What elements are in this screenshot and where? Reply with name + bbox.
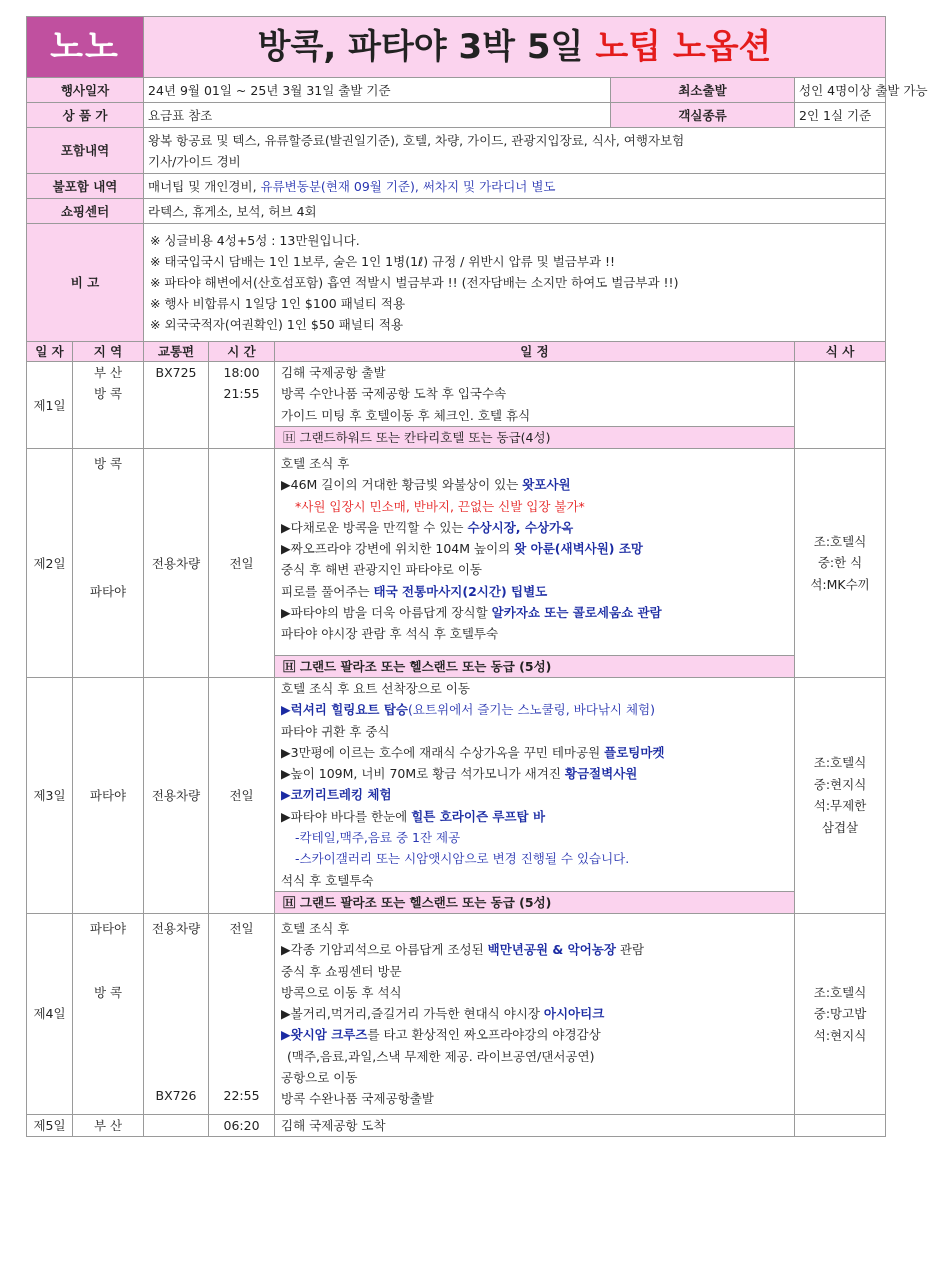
col-time: 시 간	[209, 342, 275, 362]
meal-text: 중:현지식	[813, 776, 867, 792]
note-line: ※ 외국국적자(여권확인) 1인 $50 패널티 적용	[150, 317, 404, 332]
brand-logo: 노노	[27, 17, 144, 78]
day1-meal	[795, 362, 886, 449]
excluded-text: 매너팁 및 개인경비,	[148, 178, 261, 194]
day2-region-box	[73, 449, 143, 675]
line-highlight: 백만년공원 & 악어농장	[487, 942, 616, 958]
included-line: 왕복 항공료 및 텍스, 유류할증료(발권일기준), 호텔, 차량, 가이드, 관광지입장료, 식사, 여행자보험	[148, 132, 685, 148]
excluded-row	[27, 174, 886, 199]
schedule-line	[281, 538, 788, 559]
line-highlight: 왓 아룬(새벽사원) 조망	[514, 541, 644, 557]
line-text: ▶짜오프라야 강변에 위치한 104M 높이의	[281, 541, 515, 557]
day4-meal	[795, 913, 886, 1114]
schedule-line: 방콕 수안나품 국제공항 도착 후 입국수속	[281, 386, 507, 402]
day3-schedule	[275, 678, 795, 892]
day1-region	[73, 362, 144, 449]
schedule-line	[281, 763, 788, 784]
schedule-line: 호텔 조식 후	[281, 920, 350, 936]
period-row	[27, 78, 886, 103]
time-text: 18:00	[223, 365, 260, 380]
line-highlight: ▶왓시암 크루즈	[281, 1027, 368, 1043]
note-line: ※ 행사 비합류시 1일당 1인 $100 패널티 적용	[150, 296, 406, 311]
notes-value	[144, 224, 886, 342]
col-day: 일 자	[27, 342, 73, 362]
day3-meal	[795, 678, 886, 914]
notes-row	[27, 224, 886, 342]
line-text: ▶높이 109M, 너비 70M로 황금 석가모니가 새겨진	[281, 766, 565, 782]
schedule-line	[281, 742, 788, 763]
line-highlight: 알카자쇼 또는 콜로세움쇼 관람	[491, 605, 662, 621]
time-text: 전일	[229, 920, 254, 936]
line-text: ▶다채로운 방콕을 만끽할 수 있는	[281, 519, 468, 535]
shopping-value: 라텍스, 휴게소, 보석, 허브 4회	[144, 199, 886, 224]
day1-schedule	[275, 362, 795, 427]
meal-text: 삼겹살	[821, 819, 859, 835]
schedule-line: 공항으로 이동	[281, 1070, 358, 1086]
day1-row	[27, 362, 886, 427]
line-text: ▶파타야의 밤을 더욱 아름답게 장식할	[281, 605, 492, 621]
line-text: ▶46M 길이의 거대한 황금빛 와불상이 있는	[281, 477, 523, 493]
price-row	[27, 103, 886, 128]
region-text: 방 콕	[93, 386, 123, 401]
room-value: 2인 1실 기준	[795, 103, 886, 128]
itinerary-sheet	[26, 16, 928, 1137]
day3-transport: 전용차량	[144, 678, 209, 914]
day5-meal	[795, 1114, 886, 1136]
schedule-line: 김해 국제공항 출발	[281, 365, 386, 380]
day3-region: 파타야	[73, 678, 144, 914]
day4-row	[27, 913, 886, 1114]
schedule-line: 중식 후 해변 관광지인 파타야로 이동	[281, 562, 483, 578]
schedule-line: 파타야 귀환 후 중식	[281, 723, 390, 739]
time-text: 21:55	[223, 386, 260, 401]
line-highlight: 힐튼 호라이즌 루프탑 바	[411, 808, 546, 824]
day5-schedule: 김해 국제공항 도착	[275, 1114, 795, 1136]
meal-text: 조:호텔식	[813, 755, 867, 771]
day2-hotel: 🄷 그랜드 팔라조 또는 헬스랜드 또는 동급 (5성)	[275, 656, 795, 678]
day2-transport: 전용차량	[144, 449, 209, 678]
note-line: ※ 태국입국시 담배는 1인 1보루, 술은 1인 1병(1ℓ) 규정 / 위반시 압류 및 벌금부과 !!	[150, 254, 616, 269]
line-highlight: 수상시장, 수상가옥	[467, 519, 574, 535]
min-departure-label: 최소출발	[611, 78, 795, 103]
day3-hotel: 🄷 그랜드 팔라조 또는 헬스랜드 또는 동급 (5성)	[275, 891, 795, 913]
schedule-line	[281, 581, 788, 602]
day4-region	[73, 913, 144, 1114]
meal-text: 중:한 식	[817, 555, 863, 571]
schedule-line	[281, 939, 788, 960]
day1-transport: BX725	[144, 362, 209, 449]
schedule-warning: *사원 입장시 민소매, 반바지, 끈없는 신발 입장 불가*	[295, 498, 585, 514]
schedule-line	[281, 1024, 788, 1045]
min-departure-value	[795, 78, 928, 103]
day4-schedule	[275, 913, 795, 1114]
day3-label: 제3일	[27, 678, 73, 914]
note-line: ※ 싱글비용 4성+5성 : 13만원입니다.	[150, 233, 360, 248]
day2-label: 제2일	[27, 449, 73, 678]
region-text: 부 산	[93, 365, 123, 380]
shopping-row	[27, 199, 886, 224]
price-label: 상 품 가	[27, 103, 144, 128]
day2-schedule	[275, 449, 795, 656]
line-text: ▶3만평에 이르는 호수에 재래식 수상가옥을 꾸민 테마공원	[281, 744, 605, 760]
region-text: 방 콕	[93, 456, 123, 471]
col-transport: 교통편	[144, 342, 209, 362]
schedule-line: 방콕으로 이동 후 석식	[281, 984, 402, 1000]
schedule-line: 석식 후 호텔투숙	[281, 872, 374, 888]
line-highlight: 황금절벽사원	[564, 766, 638, 782]
title-row	[27, 17, 886, 78]
schedule-line	[281, 806, 788, 827]
schedule-subline: (맥주,음료,과일,스낵 무제한 제공. 라이브공연/댄서공연)	[287, 1048, 595, 1064]
meal-text: 중:망고밥	[813, 1006, 867, 1022]
excluded-value	[144, 174, 886, 199]
schedule-line	[281, 474, 788, 495]
day1-label: 제1일	[27, 362, 73, 449]
transport-text: 전용차량	[151, 920, 201, 936]
schedule-subline: -칵테일,맥주,음료 중 1잔 제공	[295, 830, 461, 846]
included-value	[144, 128, 886, 174]
itinerary-table	[26, 16, 928, 1137]
schedule-line	[281, 517, 788, 538]
day3-time: 전일	[209, 678, 275, 914]
excluded-text-highlight: 유류변동분(현재 09월 기준), 써차지 및 가라디너 별도	[260, 178, 556, 194]
day4-label: 제4일	[27, 913, 73, 1114]
included-row	[27, 128, 886, 174]
line-text: ▶파타야 바다를 한눈에	[281, 808, 412, 824]
col-region: 지 역	[73, 342, 144, 362]
region-text: 파타야	[89, 584, 127, 599]
line-text: 관람	[615, 942, 645, 958]
line-highlight: 플로팅마켓	[604, 744, 665, 760]
day2-meal	[795, 449, 886, 678]
schedule-line	[281, 602, 788, 623]
schedule-line: 방콕 수완나품 국제공항출발	[281, 1091, 434, 1107]
line-text: 피로를 풀어주는	[281, 583, 374, 599]
region-text: 파타야	[89, 920, 127, 936]
day3-row	[27, 678, 886, 892]
schedule-line: ▶코끼리트레킹 체험	[281, 787, 392, 803]
line-text: 를 타고 환상적인 짜오프라야강의 야경감상	[367, 1027, 601, 1043]
schedule-line: 호텔 조식 후 요트 선착장으로 이동	[281, 681, 470, 696]
meal-text: 석:MK수끼	[810, 576, 870, 592]
day5-region: 부 산	[73, 1114, 144, 1136]
meal-text: 조:호텔식	[813, 984, 867, 1000]
page-title	[144, 17, 886, 78]
line-highlight: ▶럭셔리 힐링요트 탑승	[281, 702, 409, 718]
day2-row	[27, 449, 886, 656]
included-line: 기사/가이드 경비	[148, 153, 241, 169]
region-text: 방 콕	[93, 984, 123, 1000]
schedule-header-row	[27, 342, 886, 362]
notes-label: 비 고	[27, 224, 144, 342]
schedule-line	[281, 1003, 788, 1024]
title-text: 방콕, 파타야 3박 5일	[257, 26, 584, 67]
day2-region	[73, 449, 144, 678]
day4-time	[209, 913, 275, 1114]
title-suffix: 노팁 노옵션	[595, 26, 772, 67]
schedule-line: 가이드 미팅 후 호텔이동 후 체크인. 호텔 휴식	[281, 407, 531, 423]
schedule-line: 중식 후 쇼핑센터 방문	[281, 963, 402, 979]
room-label: 객실종류	[611, 103, 795, 128]
included-label: 포함내역	[27, 128, 144, 174]
day5-row	[27, 1114, 886, 1136]
schedule-line: 호텔 조식 후	[281, 456, 350, 471]
meal-text: 석:무제한	[813, 798, 867, 814]
day5-transport	[144, 1114, 209, 1136]
schedule-line	[281, 699, 788, 720]
day4-transport	[144, 913, 209, 1114]
day2-time: 전일	[209, 449, 275, 678]
col-schedule: 일 정	[275, 342, 795, 362]
min-departure-text: 성인 4명이상 출발 가능	[799, 82, 928, 98]
line-highlight: 태국 전통마사지(2시간) 팁별도	[373, 583, 548, 599]
col-meal: 식 사	[795, 342, 886, 362]
period-label: 행사일자	[27, 78, 144, 103]
line-text: (요트위에서 즐기는 스노쿨링, 바다낚시 체험)	[408, 702, 655, 718]
day5-time: 06:20	[209, 1114, 275, 1136]
schedule-line: 파타야 야시장 관람 후 석식 후 호텔투숙	[281, 626, 499, 642]
excluded-label: 불포함 내역	[27, 174, 144, 199]
day5-label: 제5일	[27, 1114, 73, 1136]
day4-transport-box	[144, 914, 208, 1106]
period-value: 24년 9월 01일 ~ 25년 3월 31일 출발 기준	[144, 78, 611, 103]
shopping-label: 쇼핑센터	[27, 199, 144, 224]
day4-region-box	[73, 914, 143, 1106]
meal-text: 석:현지식	[813, 1027, 867, 1043]
day4-time-box	[209, 914, 274, 1106]
note-line: ※ 파타야 해변에서(산호섬포함) 흡연 적발시 벌금부과 !! (전자담배는 소지만 하여도 벌금부과 !!)	[150, 275, 679, 290]
price-value: 요금표 참조	[144, 103, 611, 128]
transport-text: BX726	[155, 1087, 197, 1103]
line-highlight: 아시아티크	[543, 1006, 605, 1022]
schedule-subline: -스카이갤러리 또는 시암앳시암으로 변경 진행될 수 있습니다.	[295, 851, 630, 867]
line-text: ▶볼거리,먹거리,즐길거리 가득한 현대식 야시장	[281, 1006, 544, 1022]
line-text: ▶각종 기암괴석으로 아름답게 조성된	[281, 942, 488, 958]
day1-time	[209, 362, 275, 449]
day1-hotel: 🄷 그랜드하워드 또는 칸타리호텔 또는 동급(4성)	[275, 427, 795, 449]
line-highlight: 왓포사원	[522, 477, 571, 493]
meal-text: 조:호텔식	[813, 533, 867, 549]
time-text: 22:55	[223, 1087, 260, 1103]
